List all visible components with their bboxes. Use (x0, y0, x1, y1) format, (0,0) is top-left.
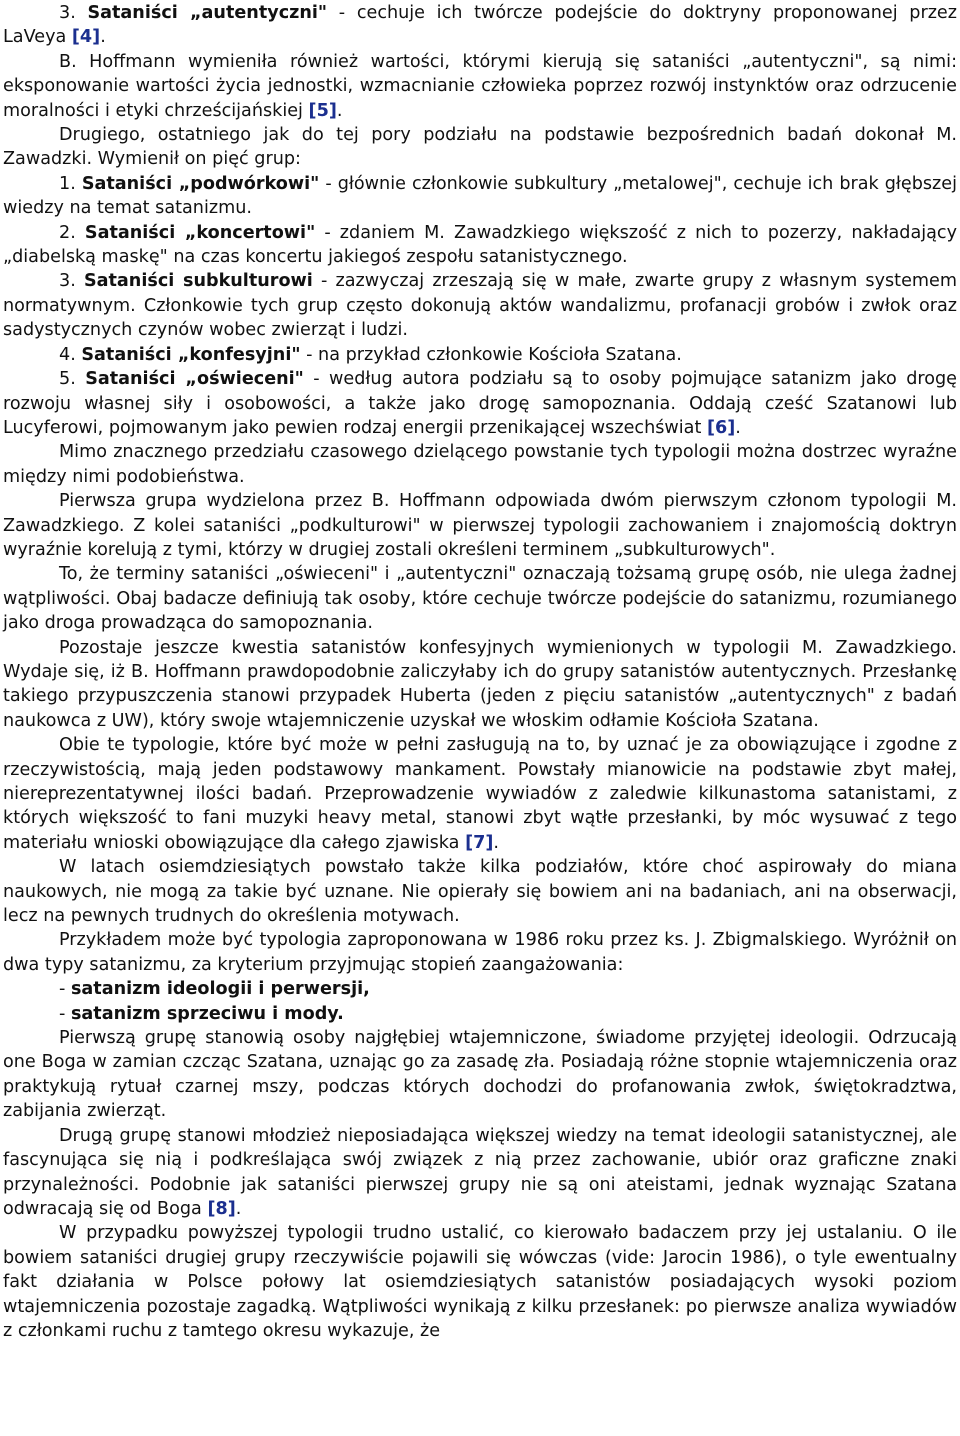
text-run: - na przykład członkowie Kościoła Szatana. (300, 344, 682, 365)
paragraph (3, 221, 957, 270)
text-run: . (235, 1198, 242, 1219)
footnote-reference[interactable]: [7] (465, 832, 494, 853)
footnote-reference[interactable]: [5] (308, 100, 337, 121)
paragraph (3, 733, 957, 855)
text-run: 3. (59, 271, 84, 292)
text-run: Przykładem może być typologia zaproponowana w 1986 roku przez ks. J. Zbigmalskiego. Wyróżnił on dwa typy satanizmu, za kryterium przyjmując stopień zaangażowania: (3, 930, 957, 975)
paragraph (3, 440, 957, 489)
text-run: To, że terminy sataniści „oświeceni" i „autentyczni" oznaczają tożsamą grupę osób, nie ulega żadnej wątpliwości. Obaj badacze definiują tak osoby, które cechuje twórcze podejście do satanizmu, rozumianego jako droga prowadząca do samopoznania. (3, 564, 957, 634)
text-run: - (59, 1003, 71, 1024)
text-run: Pozostaje jeszcze kwestia satanistów konfesyjnych wymienionych w typologii M. Zawadzkiego. Wydaje się, iż B. Hoffmann prawdopodobnie zaliczyłaby ich do grupy satanistów autentycznych. Przesłankę takiego przypuszczenia stanowi przypadek Huberta (jeden z pięciu satanistów „autentycznych" z badań naukowca z UW), który swoje wtajemniczenie uzyskał we włoskim odłamie Kościoła Szatana. (3, 637, 957, 731)
text-run: 4. (59, 344, 82, 365)
text-run: - cechuje ich twórcze podejście do doktryny proponowanej przez LaVeya (3, 3, 957, 48)
bold-term: Sataniści „koncertowi" (84, 222, 316, 243)
text-run: W latach osiemdziesiątych powstało także kilka podziałów, które choć aspirowały do miana naukowych, nie mogą za takie być uznane. Nie opierały się bowiem ani na badaniach, ani na obserwacji, lecz na pewnych trudnych do określenia motywach. (3, 857, 957, 927)
paragraph (3, 123, 957, 172)
text-run: Pierwszą grupę stanowią osoby najgłębiej wtajemniczone, świadome przyjętej ideologii. Odrzucają one Boga w zamian czcząc Szatana, uznając go za zasadę zła. Posiadają różne stopnie wtajemniczenia oraz praktykują rytuał czarnej mszy, podczas których dochodzi do profanowania zwłok, świętokradztwa, zabijania zwierząt. (3, 1028, 957, 1122)
paragraph (3, 343, 957, 367)
footnote-reference[interactable]: [8] (207, 1198, 236, 1219)
bold-term: Sataniści „podwórkowi" (81, 173, 320, 194)
text-run: - zazwyczaj zrzeszają się w małe, zwarte grupy z własnym systemem normatywnym. Członkowie tych grup często dokonują aktów wandalizmu, profanacji grobów i zwłok oraz sadystycznych czynów wobec zwierząt i ludzi. (3, 271, 957, 341)
text-run: 1. (59, 173, 82, 194)
bold-term: Sataniści „oświeceni" (85, 369, 304, 390)
text-run: Drugiego, ostatniego jak do tej pory podziału na podstawie bezpośrednich badań dokonał M. Zawadzki. Wymienił on pięć grup: (3, 125, 957, 170)
text-run: B. Hoffmann wymieniła również wartości, którymi kierują się sataniści „autentyczni", są nimi: eksponowanie wartości życia jednostki, wzmacnianie człowieka poprzez rozwój instynktów oraz odrzucenie moralności i etyki chrześcijańskiej (3, 51, 957, 121)
paragraph (3, 172, 957, 221)
paragraph (3, 1002, 957, 1026)
bold-term: Sataniści „konfesyjni" (81, 344, 301, 365)
paragraph (3, 1026, 957, 1124)
text-run: 5. (59, 369, 86, 390)
bold-term: satanizm sprzeciwu i mody. (70, 1003, 344, 1024)
text-run: Mimo znacznego przedziału czasowego dzielącego powstanie tych typologii można dostrzec wyraźne między nimi podobieństwa. (3, 442, 957, 487)
bold-term: satanizm ideologii i perwersji, (70, 979, 370, 1000)
text-run: . (493, 832, 499, 853)
text-run: . (336, 100, 343, 121)
paragraph (3, 636, 957, 734)
text-run: Obie te typologie, które być może w pełni zasługują na to, by uznać je za obowiązujące i zgodne z rzeczywistością, mają jeden podstawowy mankament. Powstały mianowicie na podstawie zbyt małej, niereprezentatywnej ilości badań. Przeprowadzenie wywiadów z zaledwie kilkunastoma satanistami, z których większość to fani muzyki heavy metal, stanowi zbyt wątłe przesłanki, by móc wysuwać z tego materiału wnioski obowiązujące dla całego zjawiska (3, 735, 957, 853)
footnote-reference[interactable]: [4] (71, 27, 101, 48)
text-run: 2. (59, 222, 85, 243)
text-run: Drugą grupę stanowi młodzież nieposiadająca większej wiedzy na temat ideologii satanistycznej, ale fascynująca się nią i podkreślająca swój związek z nią przez zachowanie, ubiór oraz graficzne znaki przynależności. Podobnie jak sataniści pierwszej grupy nie są oni ateistami, jednak wyznając Szatana odwracają się od Boga (3, 1125, 957, 1219)
text-run: Pierwsza grupa wydzielona przez B. Hoffmann odpowiada dwóm pierwszym członom typologii M. Zawadzkiego. Z kolei sataniści „podkulturowi" w pierwszej typologii zachowaniem i znajomością doktryn wyraźnie korelują z tymi, którzy w drugiej zostali określeni terminem „subkulturowych". (3, 491, 957, 560)
paragraph (3, 1221, 957, 1343)
text-run: 3. (59, 3, 88, 23)
paragraph (3, 489, 957, 562)
paragraph (3, 1124, 957, 1222)
paragraph (3, 977, 957, 1001)
text-run: . (735, 417, 741, 438)
paragraph (3, 367, 957, 440)
paragraph (3, 1, 957, 50)
paragraph (3, 855, 957, 928)
text-run: . (100, 27, 106, 48)
text-run: - zdaniem M. Zawadzkiego większość z nich to pozerzy, nakładający „diabelską maskę" na czas koncertu jakiegoś zespołu satanistycznego. (3, 222, 957, 268)
footnote-reference[interactable]: [6] (706, 417, 736, 438)
bold-term: Sataniści „autentyczni" (87, 3, 328, 23)
bold-term: Sataniści subkulturowi (83, 271, 313, 292)
text-run: - głównie członkowie subkultury „metalowej", cechuje ich brak głębszej wiedzy na temat satanizmu. (3, 173, 957, 219)
paragraph (3, 50, 957, 123)
text-run: - według autora podziału są to osoby pojmujące satanizm jako drogę rozwoju własnej siły i osobowości, a także jako drogę samopoznania. Oddają cześć Szatanowi lub Lucyferowi, pojmowanym jako pewien rodzaj energii przenikającej wszechświat (3, 369, 957, 438)
text-run: - (59, 979, 71, 1000)
text-run: W przypadku powyższej typologii trudno ustalić, co kierowało badaczem przy jej ustalaniu. O ile bowiem sataniści drugiej grupy rzeczywiście pojawili się wówczas (vide: Jarocin 1986), o tyle ewentualny fakt działania w Polsce połowy lat osiemdziesiątych satanistów posiadających wysoki poziom wtajemniczenia pozostaje zagadką. Wątpliwości wynikają z kilku przesłanek: po pierwsze analiza wywiadów z członkami ruchu z tamtego okresu wykazuje, że (3, 1223, 957, 1341)
paragraph (3, 562, 957, 635)
paragraph (3, 269, 957, 342)
paragraph (3, 928, 957, 977)
